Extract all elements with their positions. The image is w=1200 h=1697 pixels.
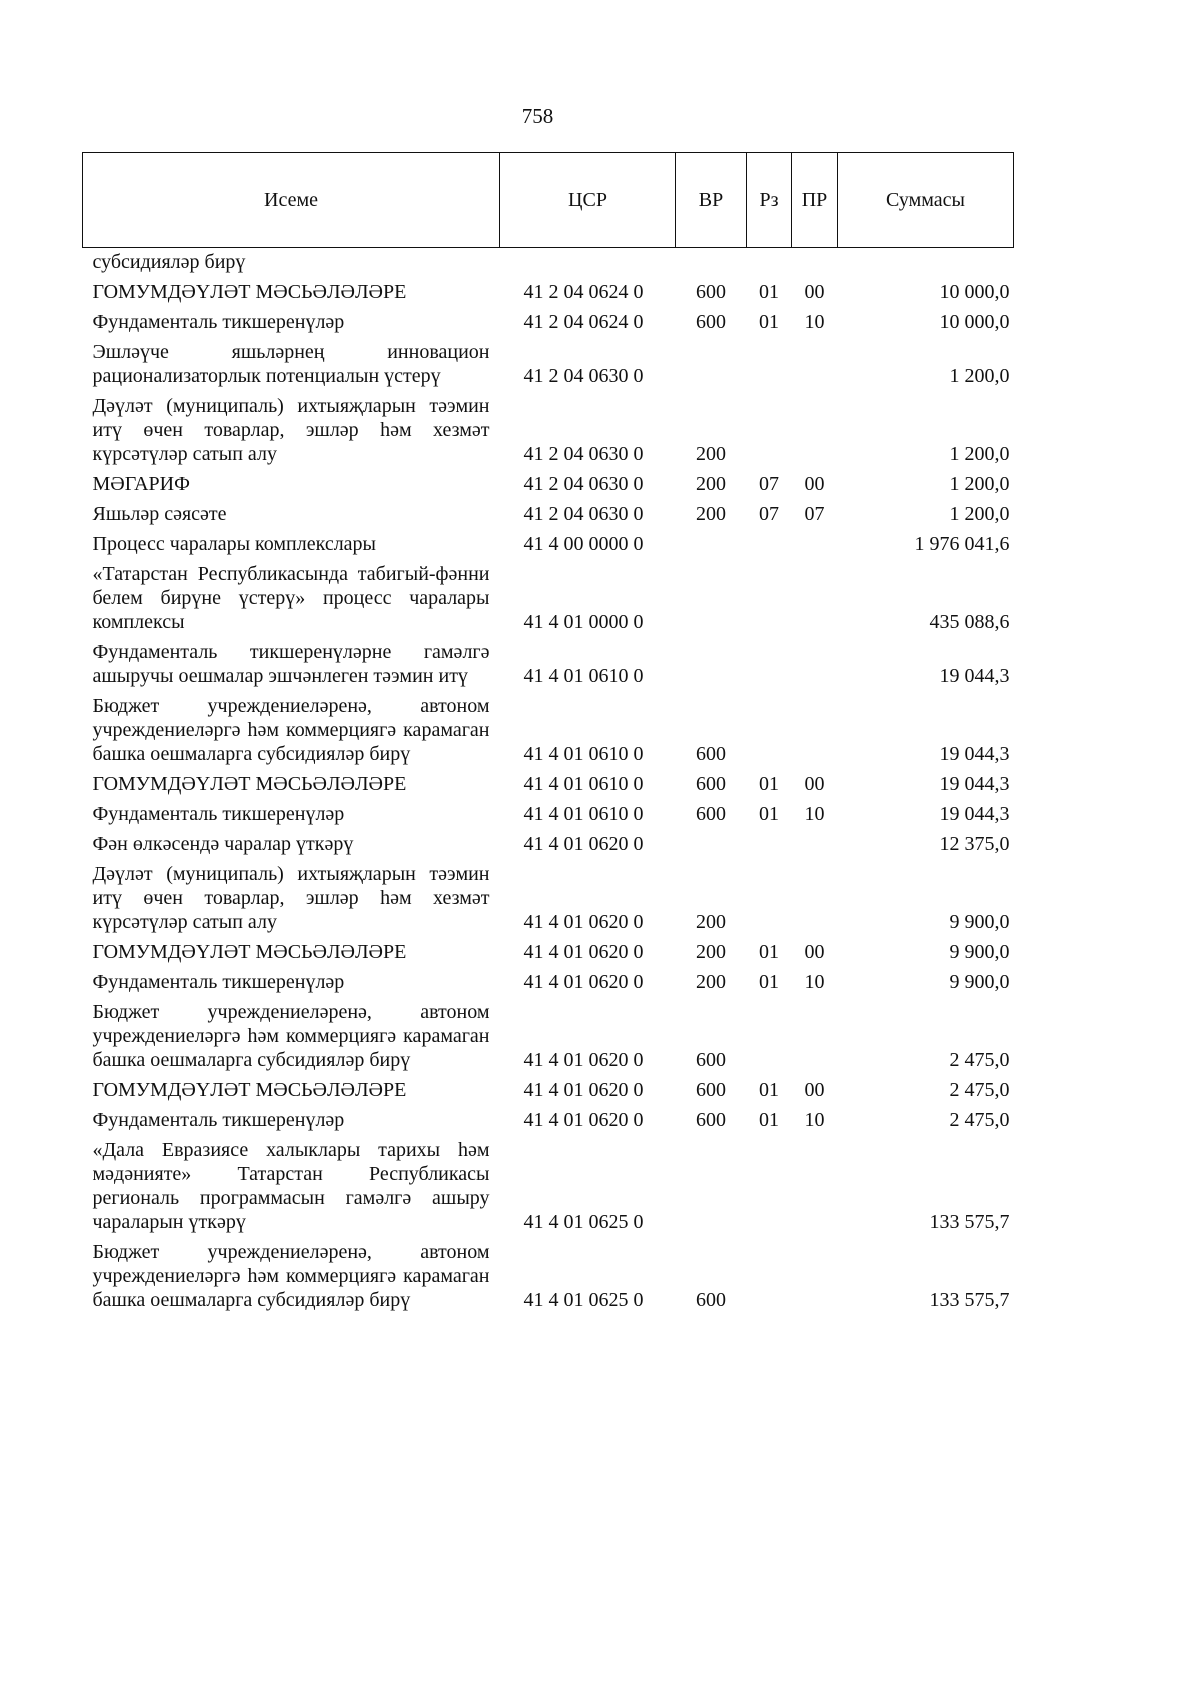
cell-pr: 00: [804, 941, 825, 963]
cell-csr: 41 4 00 0000 0: [523, 533, 644, 555]
cell-rz: 01: [759, 773, 779, 795]
cell-vr: 600: [696, 743, 726, 765]
cell-csr: 41 4 01 0620 0: [523, 911, 644, 933]
cell-pr: 00: [804, 1079, 825, 1101]
cell-rz: 01: [759, 941, 779, 963]
cell-vr: 600: [696, 1109, 726, 1131]
cell-name: ГОМУМДӘҮЛӘТ МӘСЬӘЛӘЛӘРЕ: [92, 281, 407, 303]
cell-vr: [676, 559, 747, 637]
cell-vr: 600: [696, 1289, 726, 1311]
cell-csr: [500, 248, 676, 278]
cell-csr: 41 4 01 0620 0: [523, 971, 644, 993]
cell-pr: 10: [804, 311, 825, 333]
cell-vr: [676, 829, 747, 859]
cell-sum: 9 900,0: [949, 971, 1010, 993]
cell-rz: [747, 997, 792, 1075]
table-row: [83, 997, 1014, 1075]
cell-csr: 41 4 01 0000 0: [523, 611, 644, 633]
cell-vr: 200: [696, 503, 726, 525]
cell-vr: 600: [696, 803, 726, 825]
cell-sum: 1 200,0: [949, 503, 1010, 525]
cell-vr: 200: [696, 473, 726, 495]
cell-name: Процесс чаралары комплекслары: [92, 533, 376, 555]
cell-pr: 00: [804, 281, 825, 303]
cell-csr: 41 4 01 0610 0: [523, 743, 644, 765]
cell-sum: 435 088,6: [929, 611, 1010, 633]
cell-name: Фән өлкәсендә чаралар үткәрү: [92, 833, 354, 855]
cell-sum: 1 200,0: [949, 473, 1010, 495]
cell-name: «Дала Евразиясе халыклары тарихы һәм мәдәнияте» Татарстан Республикасы региональ программасын гамәлгә ашыру чараларын үткәрү: [92, 1139, 490, 1233]
cell-rz: [747, 248, 792, 278]
cell-pr: [792, 391, 838, 469]
cell-rz: 07: [759, 473, 779, 495]
table-row: [83, 499, 1014, 529]
cell-csr: 41 4 01 0620 0: [523, 941, 644, 963]
table-row: [83, 1135, 1014, 1237]
table-row: [83, 799, 1014, 829]
header-pr: ПР: [792, 153, 838, 248]
cell-name: «Татарстан Республикасында табигый-фәнни белем бирүне үстерү» процесс чаралары комплексы: [92, 563, 490, 633]
header-vr: ВР: [676, 153, 747, 248]
cell-vr: [676, 529, 747, 559]
table-row: [83, 559, 1014, 637]
cell-rz: [747, 1135, 792, 1237]
cell-sum: 2 475,0: [949, 1109, 1010, 1131]
cell-sum: 133 575,7: [929, 1211, 1010, 1233]
cell-pr: [792, 1135, 838, 1237]
table-row: [83, 1105, 1014, 1135]
cell-pr: [792, 691, 838, 769]
cell-csr: 41 4 01 0625 0: [523, 1289, 644, 1311]
cell-pr: [792, 829, 838, 859]
table-row: [83, 391, 1014, 469]
table-row: [83, 769, 1014, 799]
cell-csr: 41 4 01 0610 0: [523, 665, 644, 687]
page-number: 758: [521, 104, 554, 128]
cell-vr: [676, 248, 747, 278]
cell-vr: 200: [696, 971, 726, 993]
cell-vr: 200: [696, 941, 726, 963]
table-row: [83, 691, 1014, 769]
cell-rz: 01: [759, 311, 779, 333]
cell-name: субсидияләр бирү: [92, 251, 246, 273]
cell-csr: 41 2 04 0630 0: [523, 473, 644, 495]
cell-vr: 600: [696, 1079, 726, 1101]
table-row: [83, 277, 1014, 307]
cell-rz: 01: [759, 971, 779, 993]
cell-sum: 10 000,0: [939, 311, 1010, 333]
cell-pr: 00: [804, 473, 825, 495]
header-sum: Суммасы: [838, 153, 1014, 248]
cell-rz: [747, 337, 792, 391]
cell-name: Дәүләт (муниципаль) ихтыяҗларын тәэмин итү өчен товарлар, эшләр һәм хезмәт күрсәтүләр сатып алу: [92, 395, 490, 465]
header-name: Исеме: [83, 153, 500, 248]
cell-name: Фундаменталь тикшеренүләрне гамәлгә ашыручы оешмалар эшчәнлеген тәэмин итү: [92, 641, 490, 687]
cell-pr: [792, 859, 838, 937]
table-row: [83, 1075, 1014, 1105]
cell-csr: 41 2 04 0624 0: [523, 281, 644, 303]
table-row: [83, 937, 1014, 967]
cell-pr: 10: [804, 803, 825, 825]
cell-vr: [676, 637, 747, 691]
cell-name: Фундаменталь тикшеренүләр: [92, 971, 345, 993]
cell-rz: [747, 559, 792, 637]
cell-sum: 19 044,3: [939, 773, 1010, 795]
cell-sum: 9 900,0: [949, 911, 1010, 933]
cell-name: Фундаменталь тикшеренүләр: [92, 1109, 345, 1131]
table-row: [83, 307, 1014, 337]
cell-name: Бюджет учреждениеләренә, автоном учреждениеләргә һәм коммерциягә карамаган башка оешмаларга субсидияләр бирү: [92, 1241, 490, 1311]
cell-pr: 10: [804, 971, 825, 993]
cell-csr: 41 2 04 0630 0: [523, 503, 644, 525]
table-row: [83, 829, 1014, 859]
cell-csr: 41 2 04 0624 0: [523, 311, 644, 333]
cell-pr: [792, 337, 838, 391]
cell-csr: 41 4 01 0610 0: [523, 773, 644, 795]
cell-name: Бюджет учреждениеләренә, автоном учреждениеләргә һәм коммерциягә карамаган башка оешмаларга субсидияләр бирү: [92, 1001, 490, 1071]
cell-pr: 00: [804, 773, 825, 795]
cell-sum: 1 200,0: [949, 365, 1010, 387]
cell-sum: 133 575,7: [929, 1289, 1010, 1311]
cell-pr: 07: [804, 503, 825, 525]
cell-rz: [747, 829, 792, 859]
cell-csr: 41 2 04 0630 0: [523, 365, 644, 387]
cell-sum: 10 000,0: [939, 281, 1010, 303]
cell-rz: 01: [759, 1079, 779, 1101]
cell-csr: 41 4 01 0620 0: [523, 1049, 644, 1071]
cell-name: Фундаменталь тикшеренүләр: [92, 311, 345, 333]
cell-sum: 19 044,3: [939, 743, 1010, 765]
header-csr: ЦСР: [500, 153, 676, 248]
cell-sum: 19 044,3: [939, 803, 1010, 825]
table-row: [83, 967, 1014, 997]
cell-csr: 41 4 01 0610 0: [523, 803, 644, 825]
cell-rz: 01: [759, 281, 779, 303]
cell-sum: 19 044,3: [939, 665, 1010, 687]
table-row: [83, 637, 1014, 691]
cell-vr: 600: [696, 281, 726, 303]
cell-vr: [676, 1135, 747, 1237]
table-row: [83, 859, 1014, 937]
cell-sum: 1 976 041,6: [914, 533, 1010, 555]
table-row: [83, 529, 1014, 559]
cell-vr: 200: [696, 443, 726, 465]
table-body: [83, 248, 1014, 1316]
cell-name: Эшләүче яшьләрнең инновацион рационализаторлык потенциалын үстерү: [92, 341, 490, 387]
cell-rz: [747, 529, 792, 559]
cell-rz: [747, 691, 792, 769]
cell-csr: 41 4 01 0620 0: [523, 1079, 644, 1101]
cell-rz: 07: [759, 503, 779, 525]
cell-name: Фундаменталь тикшеренүләр: [92, 803, 345, 825]
cell-sum: 1 200,0: [949, 443, 1010, 465]
cell-pr: [792, 637, 838, 691]
header-rz: Рз: [747, 153, 792, 248]
table-row: [83, 337, 1014, 391]
cell-pr: [792, 997, 838, 1075]
cell-rz: [747, 859, 792, 937]
cell-name: Яшьләр сәясәте: [92, 503, 227, 525]
cell-csr: 41 4 01 0620 0: [523, 1109, 644, 1131]
cell-vr: [676, 337, 747, 391]
cell-vr: 200: [696, 911, 726, 933]
cell-name: ГОМУМДӘҮЛӘТ МӘСЬӘЛӘЛӘРЕ: [92, 773, 407, 795]
cell-sum: [838, 248, 1014, 278]
table-header: [83, 153, 1014, 248]
cell-name: Дәүләт (муниципаль) ихтыяҗларын тәэмин итү өчен товарлар, эшләр һәм хезмәт күрсәтүләр сатып алу: [92, 863, 490, 933]
cell-pr: [792, 248, 838, 278]
cell-csr: 41 4 01 0620 0: [523, 833, 644, 855]
cell-rz: [747, 391, 792, 469]
cell-sum: 12 375,0: [939, 833, 1010, 855]
table-row: [83, 469, 1014, 499]
cell-name: ГОМУМДӘҮЛӘТ МӘСЬӘЛӘЛӘРЕ: [92, 1079, 407, 1101]
table-row: [83, 1237, 1014, 1315]
cell-rz: [747, 1237, 792, 1315]
cell-name: Бюджет учреждениеләренә, автоном учреждениеләргә һәм коммерциягә карамаган башка оешмаларга субсидияләр бирү: [92, 695, 490, 765]
cell-csr: 41 4 01 0625 0: [523, 1211, 644, 1233]
cell-vr: 600: [696, 1049, 726, 1071]
cell-sum: 9 900,0: [949, 941, 1010, 963]
cell-pr: [792, 559, 838, 637]
cell-rz: [747, 637, 792, 691]
cell-name: МӘГАРИФ: [92, 473, 190, 495]
cell-csr: 41 2 04 0630 0: [523, 443, 644, 465]
cell-name: ГОМУМДӘҮЛӘТ МӘСЬӘЛӘЛӘРЕ: [92, 941, 407, 963]
cell-rz: 01: [759, 1109, 779, 1131]
budget-table: [82, 152, 1014, 1315]
header-row: [83, 153, 1014, 248]
cell-sum: 2 475,0: [949, 1049, 1010, 1071]
cell-vr: 600: [696, 773, 726, 795]
cell-sum: 2 475,0: [949, 1079, 1010, 1101]
cell-rz: 01: [759, 803, 779, 825]
table-row: [83, 248, 1014, 278]
cell-pr: 10: [804, 1109, 825, 1131]
cell-pr: [792, 1237, 838, 1315]
cell-pr: [792, 529, 838, 559]
cell-vr: 600: [696, 311, 726, 333]
